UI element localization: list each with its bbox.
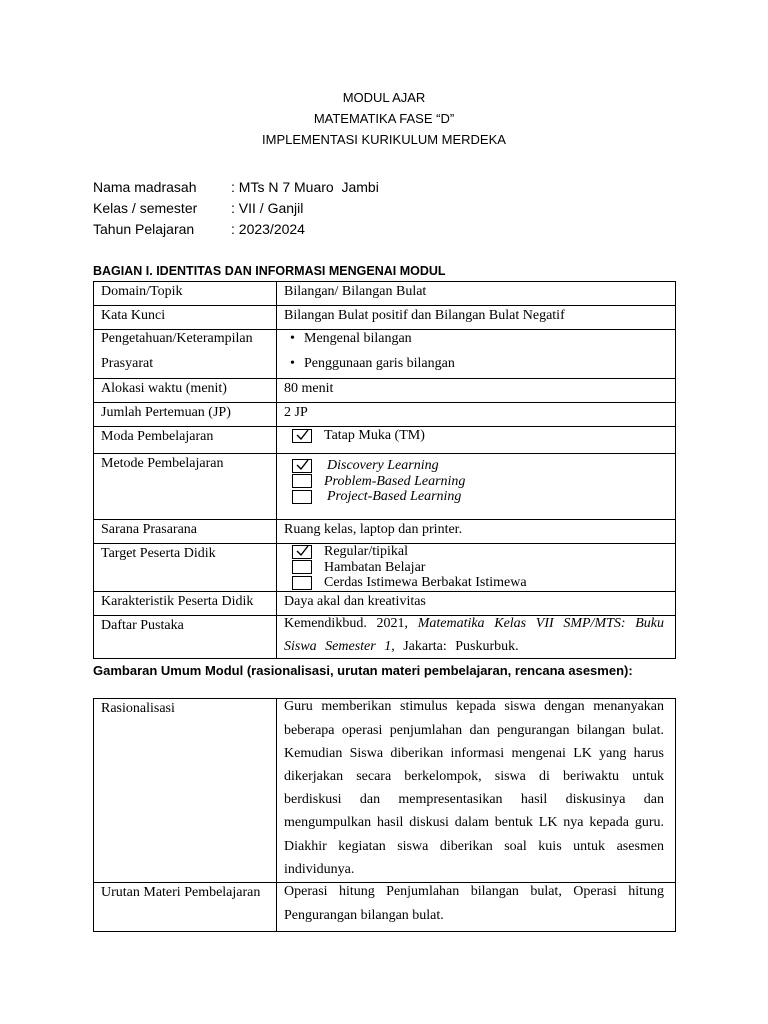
row-value-cell — [277, 698, 676, 882]
section-1-heading: BAGIAN I. IDENTITAS DAN INFORMASI MENGENAI MODUL — [93, 264, 446, 278]
row-label: Karakteristik Peserta Didik — [94, 591, 277, 615]
reference-publisher: Jakarta: Puskurbuk. — [403, 638, 519, 654]
identity-table — [93, 281, 676, 659]
option-label: Project-Based Learning — [327, 489, 462, 505]
bullet-icon — [284, 330, 304, 352]
checkbox — [292, 474, 312, 488]
bullet-icon — [284, 351, 304, 376]
table-row-mode — [94, 427, 676, 454]
option-label: Regular/tipikal — [324, 544, 408, 560]
table-row-sequence — [94, 882, 676, 931]
target-options — [284, 544, 664, 591]
row-label-cell — [94, 330, 277, 379]
table-row-prerequisites — [94, 330, 676, 379]
prerequisite-list — [284, 330, 664, 377]
row-label: Jumlah Pertemuan (JP) — [94, 403, 277, 427]
row-value-cell — [277, 544, 676, 592]
row-value: Bilangan Bulat positif dan Bilangan Bulat Negatif — [277, 306, 676, 330]
reference-title: Matematika Kelas VII SMP/MTS: Buku Siswa Semester 1, — [284, 615, 664, 654]
row-value: 80 menit — [277, 379, 676, 403]
row-label: Moda Pembelajaran — [94, 427, 277, 454]
row-value: Bilangan/ Bilangan Bulat — [277, 282, 676, 306]
checkbox-option — [284, 428, 664, 444]
checkmark-icon — [295, 459, 310, 471]
module-curriculum: IMPLEMENTASI KURIKULUM MERDEKA — [262, 132, 506, 147]
table-row-keywords — [94, 306, 676, 330]
row-value-cell — [277, 615, 676, 658]
checkbox-option — [284, 458, 664, 474]
checkmark-icon — [295, 429, 310, 441]
info-value: : VII / Ganjil — [231, 200, 304, 216]
checkbox — [292, 545, 312, 559]
checkbox-option — [284, 474, 664, 490]
info-value: : MTs N 7 Muaro Jambi — [231, 179, 379, 195]
info-value: : 2023/2024 — [231, 221, 305, 237]
table-row-domain — [94, 282, 676, 306]
module-title: MODUL AJAR — [342, 90, 426, 105]
row-label: Alokasi waktu (menit) — [94, 379, 277, 403]
table-row-characteristics — [94, 591, 676, 615]
overview-table — [93, 698, 676, 932]
info-row-class-semester — [93, 198, 675, 219]
info-row-school — [93, 177, 675, 198]
row-value-cell — [277, 882, 676, 931]
list-item — [284, 330, 664, 352]
rationale-text: Guru memberikan stimulus kepada siswa dengan menanyakan beberapa operasi penjumlahan dan pengurangan bilangan bulat. Kemudian Siswa diberikan informasi mengenai LK yang harus dikerjakan secara berkelompok, siswa di beriwaktu untuk berdiskusi dan mempresentasikan hasil diskusinya dan mengumpulkan hasil diskusi dalam bentuk LK nya kepada guru. Diakhir kegiatan siswa diberikan soal kuis untuk asesmen individunya. — [284, 699, 664, 877]
reference-text — [284, 615, 664, 658]
row-label: Pengetahuan/Keterampilan Prasyarat — [101, 331, 253, 371]
row-label: Urutan Materi Pembelajaran — [94, 882, 277, 931]
option-label: Hambatan Belajar — [324, 559, 426, 575]
list-item-text: Mengenal bilangan — [304, 331, 412, 346]
checkbox-option — [284, 544, 664, 560]
table-row-time-allocation — [94, 379, 676, 403]
row-label: Rasionalisasi — [94, 698, 277, 882]
row-value: Ruang kelas, laptop dan printer. — [277, 520, 676, 544]
mode-options — [284, 427, 664, 444]
row-value: 2 JP — [277, 403, 676, 427]
list-item-text: Penggunaan garis bilangan — [304, 356, 455, 371]
checkbox — [292, 459, 312, 473]
checkbox — [292, 560, 312, 574]
table-row-references — [94, 615, 676, 658]
school-info — [93, 177, 675, 240]
info-row-year — [93, 219, 675, 240]
module-subject: MATEMATIKA FASE “D” — [313, 111, 455, 126]
table-row-rationale — [94, 698, 676, 882]
row-value: Daya akal dan kreativitas — [277, 591, 676, 615]
option-label: Cerdas Istimewa Berbakat Istimewa — [324, 575, 527, 591]
document-page — [93, 0, 675, 932]
info-label: Kelas / semester — [93, 200, 198, 216]
checkbox — [292, 490, 312, 504]
checkbox — [292, 429, 312, 443]
option-label: Discovery Learning — [327, 458, 439, 474]
section-2-heading: Gambaran Umum Modul (rasionalisasi, urutan materi pembelajaran, rencana asesmen): — [93, 662, 633, 678]
info-label: Nama madrasah — [93, 179, 197, 195]
table-row-facilities — [94, 520, 676, 544]
row-label: Kata Kunci — [94, 306, 277, 330]
row-value-cell — [277, 454, 676, 520]
row-label: Daftar Pustaka — [94, 615, 277, 658]
row-label: Target Peserta Didik — [94, 544, 277, 592]
list-item — [284, 351, 664, 376]
info-label: Tahun Pelajaran — [93, 221, 195, 237]
checkbox-option — [284, 560, 664, 576]
checkbox — [292, 576, 312, 590]
document-header — [93, 87, 675, 150]
option-label: Problem-Based Learning — [324, 473, 466, 489]
table-row-target — [94, 544, 676, 592]
row-value-cell — [277, 330, 676, 379]
table-row-method — [94, 454, 676, 520]
row-label: Domain/Topik — [94, 282, 277, 306]
reference-author-year: Kemendikbud. 2021, — [284, 615, 408, 631]
table-row-meetings — [94, 403, 676, 427]
checkbox-option — [284, 575, 664, 591]
checkbox-option — [284, 489, 664, 505]
row-value-cell — [277, 427, 676, 454]
row-label: Sarana Prasarana — [94, 520, 277, 544]
checkmark-icon — [295, 545, 310, 557]
method-options — [284, 454, 664, 505]
sequence-text: Operasi hitung Penjumlahan bilangan bulat, Operasi hitung Pengurangan bilangan bulat. — [284, 884, 664, 923]
option-label: Tatap Muka (TM) — [324, 428, 425, 444]
row-label: Metode Pembelajaran — [94, 454, 277, 520]
